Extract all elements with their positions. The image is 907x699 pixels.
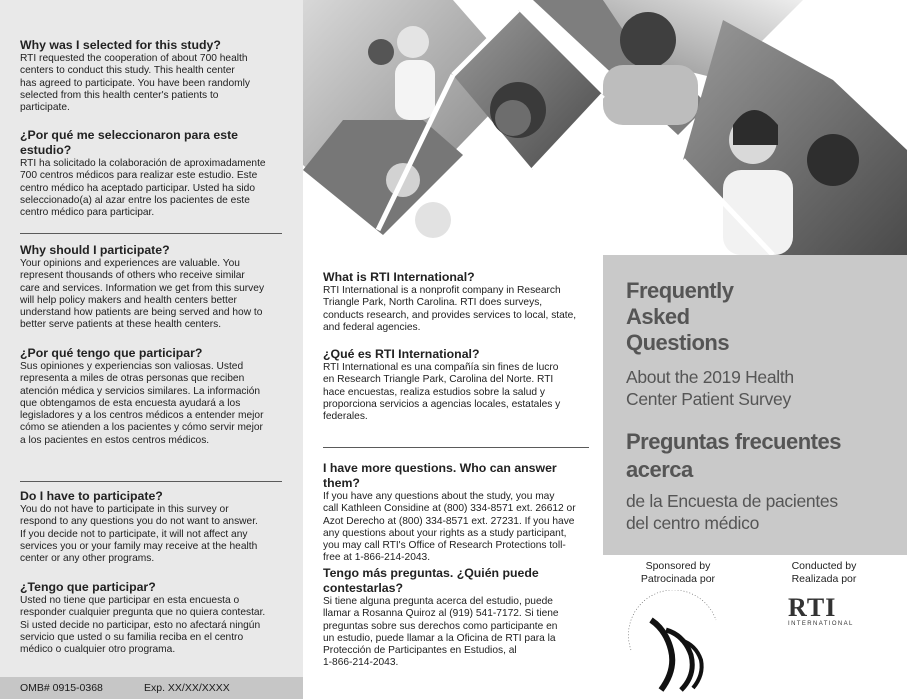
faq-what-is-rti: What is RTI International? RTI International is a nonprofit company in Research Triangle Park, North Carolina. RTI does surveys, conducts research, and provides services to local, state, and federal agencies. — [323, 270, 591, 334]
omb-footer — [0, 677, 303, 699]
heading: ¿Qué es RTI International? — [323, 347, 480, 361]
figure-coat — [395, 60, 435, 120]
expiration-date: Exp. XX/XX/XXXX — [144, 682, 230, 694]
divider — [20, 233, 282, 234]
figure-face — [495, 100, 531, 136]
faq-why-participate: Why should I participate? Your opinions and experiences are valuable. You represent thousands of others who receive similar care and services. Information we get from this survey will help policy makers and health centers better understand how patients are being served and how to better serve patients at these health centers. — [20, 243, 282, 332]
heading: ¿Tengo que participar? — [20, 580, 156, 594]
left-panel — [0, 0, 303, 699]
faq-more-questions: I have more questions. Who can answer them? If you have any questions about the study, you may call Kathleen Considine at (800) 334-8571 ext. 26612 or Azot Derecho at (800) 334-8571 ext. 27231. If you have any questions about your rights as a study participant, you may call RTI's Office of Research Protections toll- free at 1-866-214-2043. — [323, 461, 591, 565]
faq-why-participate-es: ¿Por qué tengo que participar? Sus opiniones y experiencias son valiosas. Usted representa a miles de otras personas que reciben atención médica y servicios similares. La información que obtengamos de esta encuesta ayudará a los legisladores y a los centros médicos a entender mejor cómo se atienden a los pacientes y cómo servir mejor a los pacientes en estos centros médicos. — [20, 346, 282, 447]
medical-photo-collage — [303, 0, 907, 255]
divider — [20, 481, 282, 482]
heading: ¿Por qué tengo que participar? — [20, 346, 203, 360]
figure-shirt — [603, 65, 698, 125]
heading: ¿Por qué me seleccionaron para este estudio? — [20, 128, 239, 157]
title-es: Preguntas frecuentes acerca — [626, 429, 841, 482]
middle-panel — [303, 255, 603, 699]
faq-why-selected: Why was I selected for this study? RTI requested the cooperation of about 700 health centers to conduct this study. This health center has agreed to participate. You have been randomly selected from this health center's patients to participate. — [20, 38, 282, 114]
photo-collage-graphic — [303, 0, 907, 255]
heading: Do I have to participate? — [20, 489, 163, 503]
title-faq: Frequently Asked Questions — [626, 278, 734, 355]
omb-number: OMB# 0915-0368 — [20, 682, 103, 694]
conducted-by: Conducted by Realizada por — [791, 560, 857, 585]
title-subtitle: About the 2019 Health Center Patient Survey — [626, 367, 794, 409]
faq-more-questions-es: Tengo más preguntas. ¿Quién puede contestarlas? Si tiene alguna pregunta acerca del estudio, puede llamar a Rosanna Quiroz al (919) 541-7172. Si tiene preguntas sobre sus derechos como participante en un estudio, puede llamar a la Oficina de RTI para la Protección de Participantes en Estudios, al 1-866-214-2043. — [323, 566, 591, 670]
figure-head — [415, 202, 451, 238]
figure-head — [807, 134, 859, 186]
faq-have-to-participate-es: ¿Tengo que participar? Usted no tiene que participar en esta encuesta o responder cualquier pregunta que no quiera contestar. Si usted decide no participar, esto no afectará ningún servicio que usted o su familia reciba en el centro médico o cualquier otro programa. — [20, 580, 282, 656]
sponsor-panel — [603, 555, 907, 699]
heading: I have more questions. Who can answer them? — [323, 461, 557, 490]
title-panel — [603, 255, 907, 555]
rti-logo: RTI INTERNATIONAL — [788, 593, 854, 627]
figure-head — [620, 12, 676, 68]
heading: Tengo más preguntas. ¿Quién puede contestarlas? — [323, 566, 539, 595]
heading: What is RTI International? — [323, 270, 475, 284]
sponsored-by: Sponsored by Patrocinada por — [640, 560, 716, 585]
photo-doctor-child — [683, 20, 907, 255]
faq-have-to-participate: Do I have to participate? You do not have to participate in this survey or respond to any questions you do not want to answer. If you decide not to participate, it will not affect any services you or your family may receive at the health center or any other programs. — [20, 489, 282, 565]
divider — [323, 447, 589, 448]
faq-what-is-rti-es: ¿Qué es RTI International? RTI International es una compañía sin fines de lucro en Research Triangle Park, Carolina del Norte. RTI hace encuestas, realiza estudios sobre la salud y proporciona servicios a agencias locales, estatales y federales. — [323, 347, 591, 423]
faq-why-selected-es: ¿Por qué me seleccionaron para este estudio? RTI ha solicitado la colaboración de aproximadamente 700 centros médicos para realizar este estudio. Este centro médico ha aceptado participar. Usted ha sido seleccionado(a) al azar entre los pacientes de este centro médico para participar. — [20, 128, 282, 219]
heading: Why should I participate? — [20, 243, 170, 257]
title-es-subtitle: de la Encuesta de pacientes del centro médico — [626, 491, 838, 533]
figure-head — [397, 26, 429, 58]
figure-head — [368, 39, 394, 65]
hhs-seal-icon — [621, 590, 731, 698]
heading: Why was I selected for this study? — [20, 38, 221, 52]
